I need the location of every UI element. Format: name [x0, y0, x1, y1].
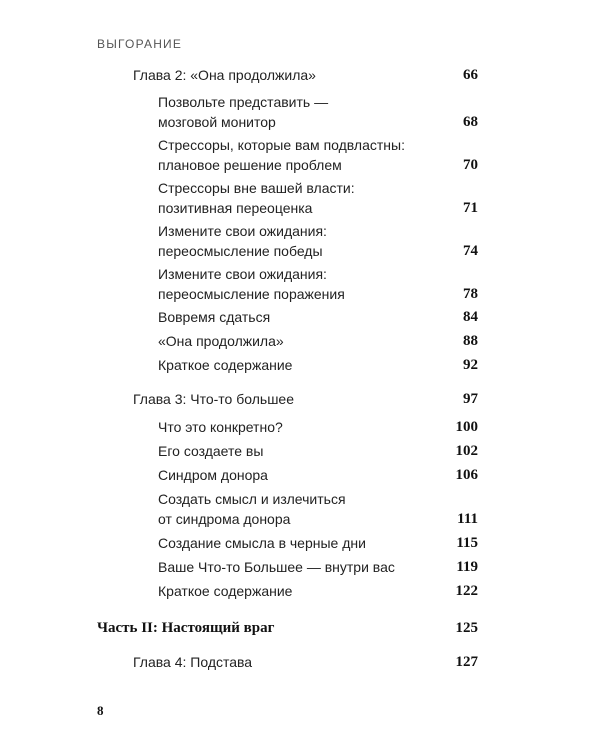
toc-title-line: Стрессоры, которые вам подвластны:	[158, 137, 405, 153]
toc-title-line: Измените свои ожидания:	[158, 266, 327, 282]
toc-title	[158, 178, 355, 218]
toc-title: Краткое содержание	[158, 583, 293, 599]
toc-section[interactable]	[158, 465, 478, 485]
toc-title: Глава 2: «Она продолжила»	[133, 67, 316, 83]
toc-page-number: 66	[463, 67, 478, 83]
toc-page-number: 88	[463, 333, 478, 349]
toc-section[interactable]	[158, 533, 478, 553]
toc-section[interactable]	[158, 355, 478, 375]
toc-title	[158, 264, 345, 304]
toc-section[interactable]	[158, 417, 478, 437]
toc-page-number: 70	[463, 157, 478, 173]
toc-title-line: плановое решение проблем	[158, 157, 342, 173]
toc-title	[158, 489, 346, 529]
toc-title: Что это конкретно?	[158, 419, 283, 435]
toc-title: Часть II: Настоящий враг	[97, 620, 275, 636]
toc-section[interactable]	[158, 581, 478, 601]
toc-title: Глава 4: Подстава	[133, 654, 253, 670]
toc-title	[158, 221, 327, 261]
toc-title-line: мозговой монитор	[158, 114, 276, 130]
toc-page-number: 97	[463, 391, 478, 407]
toc-section[interactable]	[158, 92, 478, 132]
toc-chapter-4[interactable]	[133, 652, 478, 672]
toc-title-line: позитивная переоценка	[158, 200, 313, 216]
toc-page-number: 74	[463, 243, 478, 259]
toc-page-number: 119	[456, 559, 478, 575]
toc-chapter-2[interactable]	[133, 65, 478, 85]
toc-page-number: 100	[455, 419, 478, 435]
toc-part-2[interactable]	[97, 618, 478, 638]
running-head: ВЫГОРАНИЕ	[97, 37, 183, 51]
toc-title: «Она продолжила»	[158, 333, 284, 349]
toc-title: Создание смысла в черные дни	[158, 535, 366, 551]
toc-title: Синдром донора	[158, 467, 268, 483]
toc-page-number: 78	[463, 286, 478, 302]
toc-page-number: 106	[455, 467, 478, 483]
toc-title-line: Создать смысл и излечиться	[158, 491, 346, 507]
toc-page-number: 84	[463, 309, 478, 325]
toc-page-number: 122	[455, 583, 478, 599]
toc-page-number: 125	[455, 620, 478, 636]
toc-title: Глава 3: Что-то большее	[133, 391, 294, 407]
toc-title-line: переосмысление победы	[158, 243, 323, 259]
toc-title-line: переосмысление поражения	[158, 286, 345, 302]
toc-section[interactable]	[158, 178, 478, 218]
toc-page-number: 111	[457, 511, 478, 527]
toc-title	[158, 135, 405, 175]
toc-page-number: 127	[455, 654, 478, 670]
toc-page-number: 68	[463, 114, 478, 130]
toc-page-number: 92	[463, 357, 478, 373]
toc-title	[158, 92, 328, 132]
toc-title: Краткое содержание	[158, 357, 293, 373]
toc-page-number: 115	[456, 535, 478, 551]
toc-title-line: Измените свои ожидания:	[158, 223, 327, 239]
toc-section[interactable]	[158, 221, 478, 261]
toc-title-line: Стрессоры вне вашей власти:	[158, 180, 355, 196]
toc-page-number: 71	[463, 200, 478, 216]
page-number: 8	[97, 703, 104, 718]
toc-title-line: Позвольте представить —	[158, 94, 329, 110]
toc-section[interactable]	[158, 135, 478, 175]
toc-title: Вовремя сдаться	[158, 309, 271, 325]
toc-section[interactable]	[158, 331, 478, 351]
toc-title: Ваше Что-то Большее — внутри вас	[158, 559, 395, 575]
toc-section[interactable]	[158, 557, 478, 577]
toc-title: Его создаете вы	[158, 443, 264, 459]
toc-section[interactable]	[158, 307, 478, 327]
toc-page-number: 102	[455, 443, 478, 459]
toc-title-line: от синдрома донора	[158, 511, 291, 527]
toc-section[interactable]	[158, 264, 478, 304]
toc-section[interactable]	[158, 441, 478, 461]
toc-section[interactable]	[158, 489, 478, 529]
toc-chapter-3[interactable]	[133, 389, 478, 409]
